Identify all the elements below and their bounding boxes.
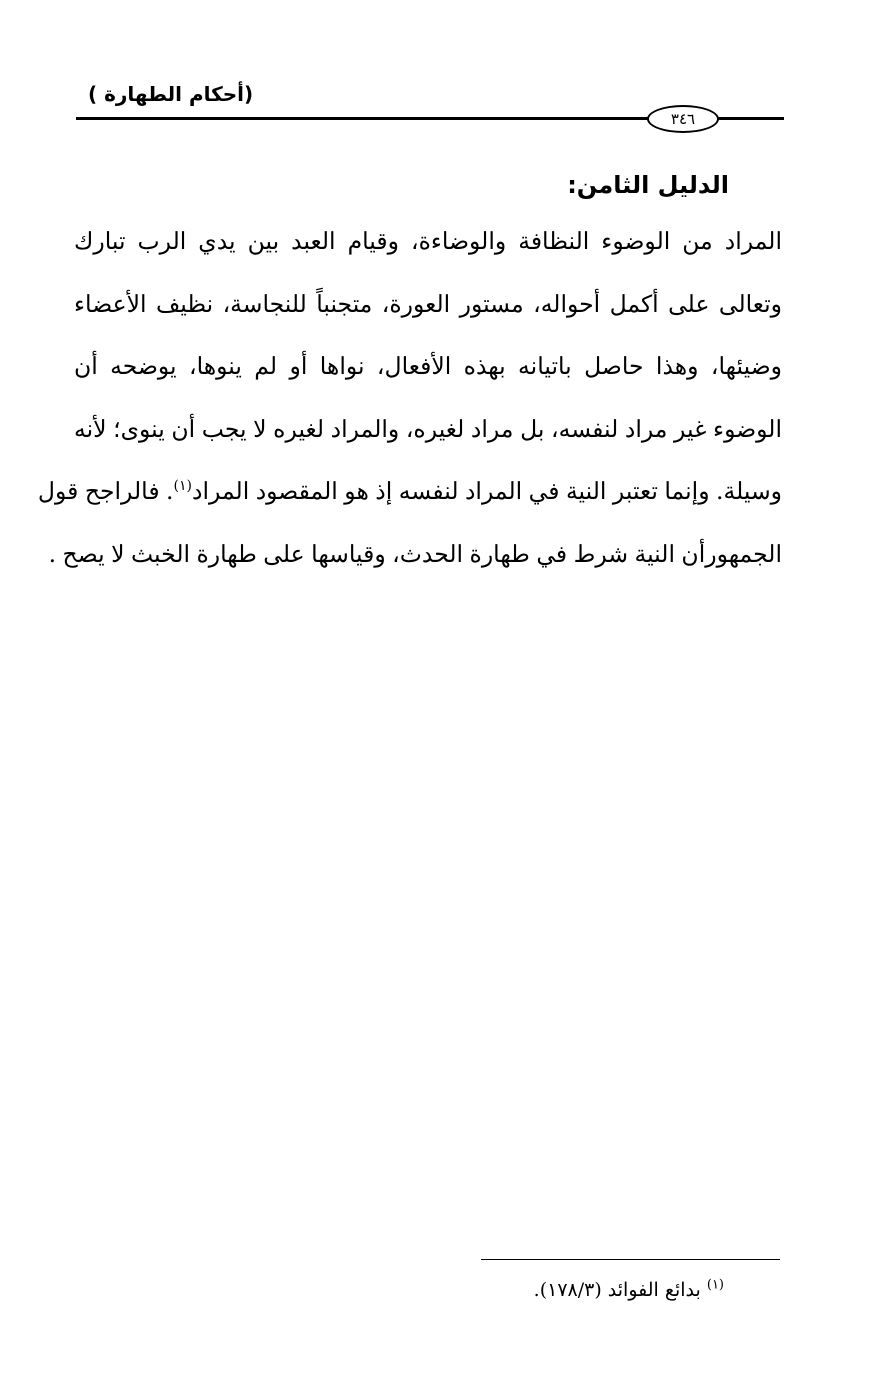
body-line-5-start: وسيلة. وإنما تعتبر النية في المراد لنفسه إذ هو المقصود المراد xyxy=(191,477,782,505)
body-line-4: الوضوء غير مراد لنفسه، بل مراد لغيره، والمراد لغيره لا يجب أن ينوى؛ لأنه xyxy=(74,414,782,443)
body-line-5-end: . فالراجح قول xyxy=(37,477,174,505)
running-head-title: (أحكام الطهارة ) xyxy=(88,82,254,106)
body-line-1: المراد من الوضوء النظافة والوضاءة، وقيام العبد بين يدي الرب تبارك xyxy=(74,227,782,255)
body-line-3: وضيئها، وهذا حاصل باتيانه بهذه الأفعال، نواها أو لم ينوها، يوضحه أن xyxy=(74,352,782,380)
body-text xyxy=(37,210,782,585)
footnote-mark: (١) xyxy=(706,1277,724,1293)
section-heading: الدليل الثامن: xyxy=(567,171,729,199)
footnote-rule xyxy=(481,1259,780,1260)
body-line-2: وتعالى على أكمل أحواله، مستور العورة، متجنباً للنجاسة، نظيف الأعضاء xyxy=(74,289,782,318)
footnote-reference: (١) xyxy=(173,478,192,495)
footnote-text: بدائع الفوائد (١٧٨/٣). xyxy=(533,1279,701,1301)
body-line-6: الجمهورأن النية شرط في طهارة الحدث، وقياسها على طهارة الخبث لا يصح . xyxy=(48,539,782,568)
page-number: ٣٤٦ xyxy=(647,105,719,133)
body-line-5 xyxy=(37,460,782,523)
footnote xyxy=(534,1275,724,1305)
